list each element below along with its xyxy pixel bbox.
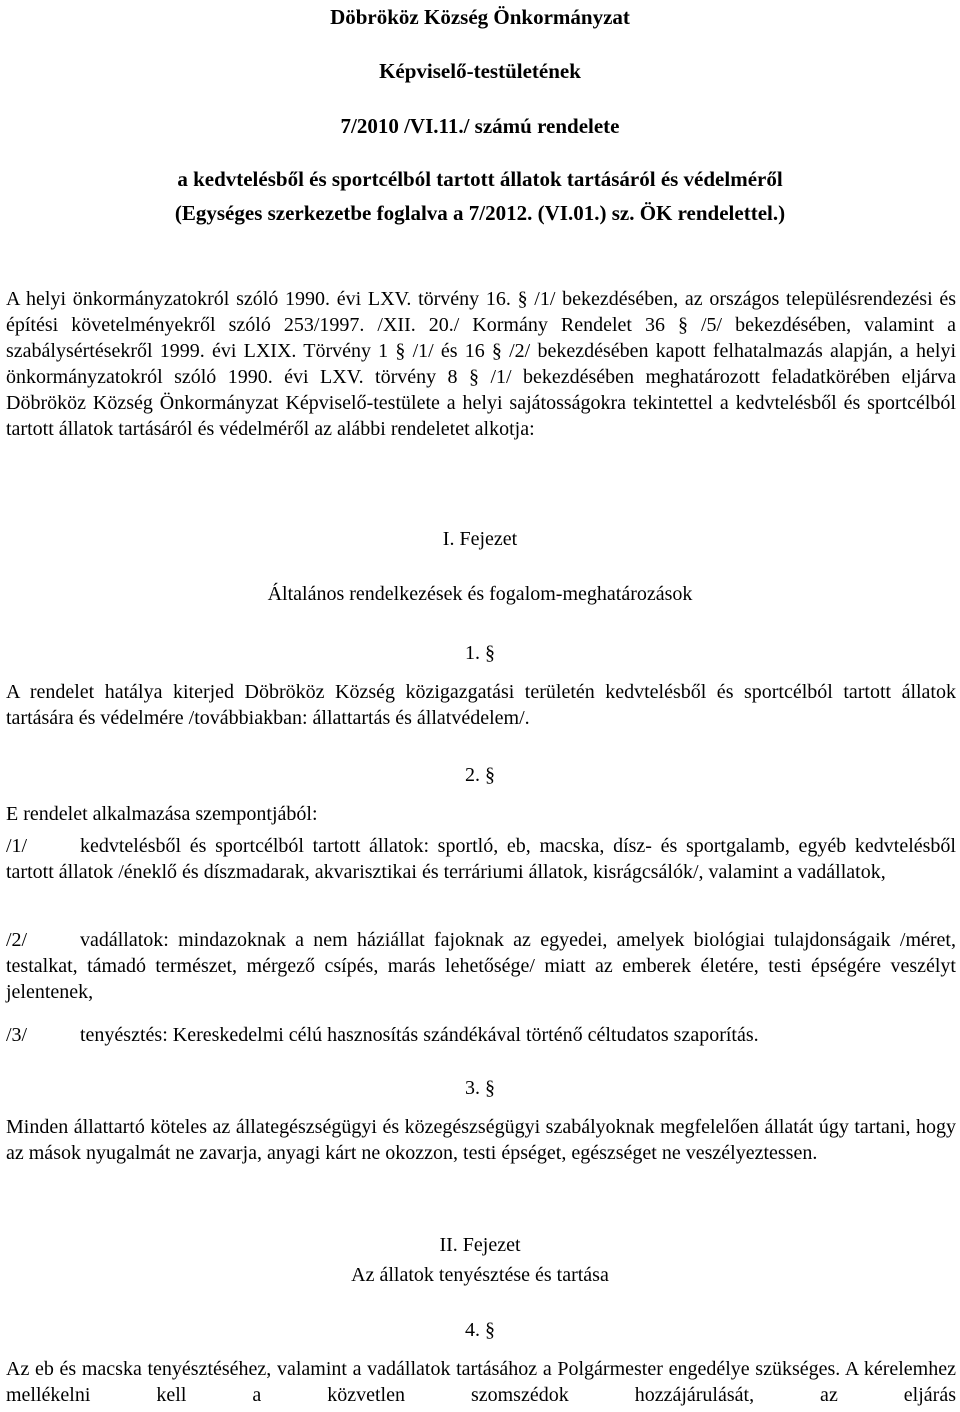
section-4-text: Az eb és macska tenyésztéséhez, valamint a vadállatok tartásához a Polgármester engedélye szükséges. A kérelemhez mellékelni kell a közvetlen szomszédok hozzájárulását, az eljárás: [6, 1358, 956, 1406]
section-2-intro: E rendelet alkalmazása szempontjából:: [6, 803, 318, 825]
chapter-2-subtitle: Az állatok tenyésztése és tartása: [351, 1264, 609, 1286]
section-3-heading: 3. §: [465, 1077, 495, 1099]
definition-text: vadállatok: mindazoknak a nem háziállat fajoknak az egyedei, amelyek biológiai tulajdonságaik /méret, testalkat, támadó természet, mérgező csípés, marás lehetősége/ miatt az emberek életére, testi épségére veszélyt jelentenek,: [6, 929, 956, 1003]
section-2-heading: 2. §: [465, 764, 495, 786]
chapter-2-title: II. Fejezet: [439, 1234, 521, 1256]
chapter-1-subtitle: Általános rendelkezések és fogalom-meghatározások: [267, 583, 693, 605]
decree-number: 7/2010 /VI.11./ számú rendelete: [340, 114, 620, 138]
definition-item: [6, 927, 956, 1005]
section-3-text: Minden állattartó köteles az állategészségügyi és közegészségügyi szabályoknak megfelelően állatát úgy tartani, hogy az mások nyugalmát ne zavarja, anyagi kárt ne okozzon, testi épséget, egészséget ne veszélyeztessen.: [6, 1116, 956, 1164]
definition-text: tenyésztés: Kereskedelmi célú hasznosítás szándékával történő céltudatos szaporítás.: [80, 1024, 759, 1046]
chapter-1-title: I. Fejezet: [442, 528, 518, 550]
definition-number: /3/: [6, 1024, 28, 1046]
section-1-heading: 1. §: [465, 642, 495, 664]
definition-item: [6, 833, 956, 885]
section-4-heading: 4. §: [465, 1319, 495, 1341]
council-name: Képviselő-testületének: [379, 59, 581, 83]
definition-item: [6, 1022, 956, 1048]
definition-text: kedvtelésből és sportcélból tartott állatok: sportló, eb, macska, dísz- és sportgalamb, egyéb kedvtelésből tartott állatok /éneklő és díszmadarak, akvarisztikai és terráriumi állatok, kisrágcsálók/, valamint a vadállatok,: [6, 835, 956, 883]
decree-consolidation-note: (Egységes szerkezetbe foglalva a 7/2012. (VI.01.) sz. ÖK rendelettel.): [174, 201, 786, 225]
decree-title: a kedvtelésből és sportcélból tartott állatok tartásáról és védelméről: [177, 167, 783, 191]
definition-number: /1/: [6, 835, 28, 857]
preamble-paragraph: A helyi önkormányzatokról szóló 1990. évi LXV. törvény 16. § /1/ bekezdésében, az országos településrendezési és építési követelményekről szóló 253/1997. /XII. 20./ Kormány Rendelet 36 § /5/ bekezdésében, valamint a szabálysértésekről 1999. évi LXIX. Törvény 1 § /1/ és 16 § /2/ bekezdésében kapott felhatalmazás alapján, a helyi önkormányzatokról szóló 1990. évi LXV. törvény 8 § /1/ bekezdésében meghatározott feladatkörében eljárva Döbrököz Község Önkormányzat Képviselő-testülete a helyi sajátosságokra tekintettel a kedvtelésből és sportcélból tartott állatok tartásáról és védelméről az alábbi rendeletet alkotja:: [6, 288, 956, 440]
section-1-text: A rendelet hatálya kiterjed Döbrököz Község közigazgatási területén kedvtelésből és sportcélból tartott állatok tartására és védelmére /továbbiakban: állattartás és állatvédelem/.: [6, 681, 956, 729]
municipality-name: Döbrököz Község Önkormányzat: [330, 5, 630, 29]
definition-number: /2/: [6, 929, 28, 951]
